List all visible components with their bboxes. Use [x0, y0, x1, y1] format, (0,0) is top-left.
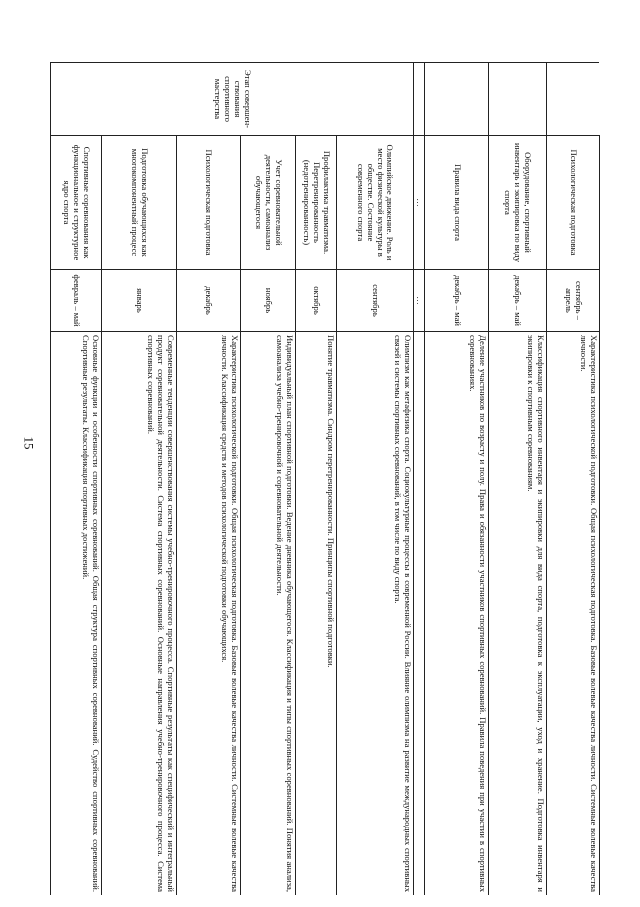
content-cell: Деление участников по возрасту и полу. Права и обязанности участников спортивных соревнований. Правила поведения при участии в спортивных соревнованиях. [425, 332, 489, 896]
gap-cell: … [413, 136, 425, 270]
stage-cell-top-empty [546, 63, 599, 136]
content-cell: Понятие травматизма. Синдром перетренированности. Принципы спортивной подготовки. [296, 332, 337, 896]
table-row [51, 63, 102, 896]
time-cell: декабрь – май [489, 270, 547, 332]
stage-cell-empty [425, 63, 489, 136]
table-container [50, 62, 600, 895]
table-row [336, 63, 413, 896]
time-cell: сентябрь – апрель [546, 270, 599, 332]
content-cell: Современные тенденции совершенствования системы учебно-тренировочного процесса. Спортивные результаты как специфический и интегральный продукт соревновательной деятельности. Система спортивных соревнований. Основные направления учебно-тренировочного процесса. Система спортивных соревнований. [102, 332, 177, 896]
table-row [102, 63, 177, 896]
topic-cell: Профилактика травматизма. Перетренированность (недотренированность) [296, 136, 337, 270]
stage-cell-empty [489, 63, 547, 136]
time-cell: ноябрь [240, 270, 295, 332]
topic-cell: Психологическая подготовка [176, 136, 240, 270]
time-cell: январь [102, 270, 177, 332]
content-cell: Классификация спортивного инвентаря и экипировки для вида спорта, подготовка к эксплуатации, уход и хранение. Подготовка инвентаря и экипировки к спортивным соревнованиям. [489, 332, 547, 896]
topic-cell: Психологическая подготовка [546, 136, 599, 270]
time-cell: февраль – май [51, 270, 102, 332]
topic-cell: Оборудование, спортивный инвентарь и экипировка по виду спорта [489, 136, 547, 270]
topic-cell: Учет соревновательной деятельности, самоанализ обучающегося [240, 136, 295, 270]
time-cell: декабрь [176, 270, 240, 332]
table-row [425, 63, 489, 896]
content-cell: Олимпизм как метафизика спорта. Социокультурные процессы в современной России. Влияние олимпизма на развитие международных спортивных связей и системы спортивных соревнований, в том числе по виду спорта. [336, 332, 413, 896]
table-row [176, 63, 240, 896]
table-gap-row [413, 63, 425, 896]
stage-cell: Этап совершен-ствования спортивного мастерства [51, 63, 414, 136]
time-cell: сентябрь [336, 270, 413, 332]
topic-cell: Подготовка обучающихся как многокомпонентный процесс [102, 136, 177, 270]
content-cell: Основные функции и особенности спортивных соревнований. Общая структура спортивных соревнований. Судейство спортивных соревнований. Спортивные результаты. Классификация спортивных достижений. [51, 332, 102, 896]
time-cell: декабрь – май [425, 270, 489, 332]
time-cell: октябрь [296, 270, 337, 332]
topic-cell: Олимпийское движение. Роль и место физической культуры в обществе. Состояние современного спорта [336, 136, 413, 270]
page-number: 15 [21, 436, 37, 450]
topic-cell: Правила вида спорта [425, 136, 489, 270]
table-row [240, 63, 295, 896]
content-cell: Характеристика психологической подготовки. Общая психологическая подготовка. Базовые волевые качества личности. Системные волевые качества личности. Классификация средств и методов психологической подготовки обучающихся. [176, 332, 240, 896]
gap-cell [413, 332, 425, 896]
table-row [546, 63, 599, 896]
table-row [489, 63, 547, 896]
curriculum-table [50, 62, 600, 895]
rotated-table-area [50, 62, 600, 895]
gap-cell: … [413, 270, 425, 332]
table-row [296, 63, 337, 896]
topic-cell: Спортивные соревнования как функциональное и структурное ядро спорта [51, 136, 102, 270]
content-cell: Индивидуальный план спортивной подготовки. Ведение дневника обучающегося. Классификация и типы спортивных соревнований. Понятия анализа, самоанализа учебно-тренировочной и соревновательной деятельности. [240, 332, 295, 896]
content-cell: Характеристика психологической подготовки. Общая психологическая подготовка. Базовые волевые качества личности. Системные волевые качества личности. [546, 332, 599, 896]
gap-cell [413, 63, 425, 136]
